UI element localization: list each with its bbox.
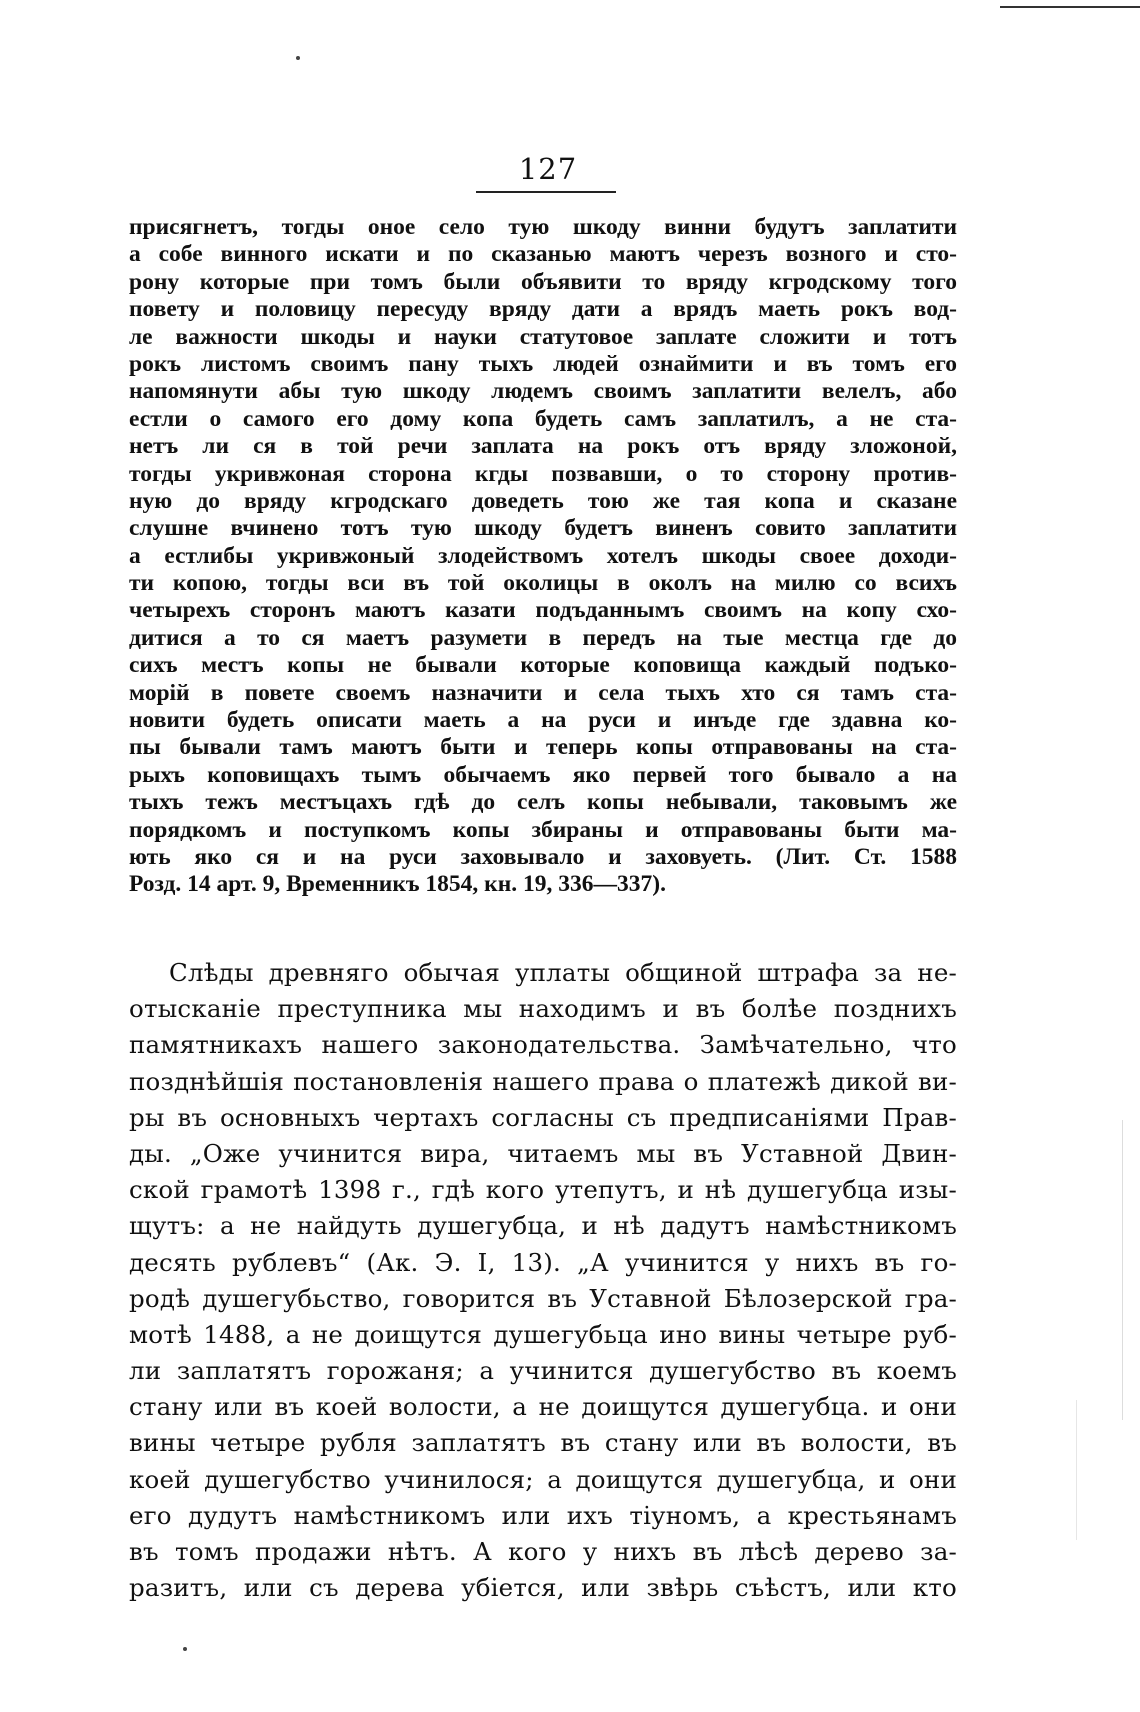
body-line: Слѣды древняго обычая уплаты общиной штрафа за не- — [169, 958, 957, 987]
quote-line: слушне вчинено тотъ тую шкоду будетъ виненъ совито заплатити — [129, 515, 957, 542]
quote-line: морій в повете своемъ назначити и села тыхъ хто ся тамъ ста- — [129, 679, 957, 706]
page-edge-shadow — [1122, 1120, 1123, 1420]
quote-line: порядкомъ и поступкомъ копы збираны и отправованы быти ма- — [129, 816, 957, 843]
top-edge-rule — [1000, 6, 1140, 8]
page-edge-shadow-lower — [1076, 1400, 1077, 1540]
quote-line: пы бывали тамъ маютъ быти и теперь копы отправованы на ста- — [129, 734, 957, 761]
quote-line: а собе винного искати и по сказанью маютъ черезъ возного и сто- — [129, 241, 957, 268]
quote-line: рону которые при томъ были объявити то вряду кгродскому того — [129, 268, 957, 295]
quote-line: Розд. 14 арт. 9, Временникъ 1854, кн. 19, 336—337). — [129, 871, 666, 898]
quote-line: ти копою, тогды вси въ той околицы в околъ на милю со всихъ — [129, 570, 957, 597]
body-line: щутъ: а не найдуть душегубца, и нѣ дадутъ намѣстникомъ — [129, 1211, 957, 1241]
body-line: ды. „Оже учинится вира, читаемъ мы въ Уставной Двин- — [129, 1138, 957, 1168]
body-line: позднѣйшія постановленія нашего права о платежѣ дикой ви- — [129, 1066, 957, 1096]
quoted-legal-text — [129, 214, 957, 899]
page-number: 127 — [518, 152, 578, 186]
quote-line: ють яко ся и на руси заховывало и заховуеть. (Лит. Ст. 1588 — [129, 843, 957, 870]
quote-line: рыхъ коповищахъ тымъ обычаемъ яко первей того бывало а на — [129, 761, 957, 788]
body-line: вины четыре рубля заплатятъ въ стану или въ волости, въ — [129, 1428, 957, 1458]
ink-speck — [183, 1647, 187, 1651]
body-line: памятникахъ нашего законодательства. Замѣчательно, что — [129, 1030, 957, 1060]
body-line: стану или въ коей волости, а не доищутся душегубца. и они — [129, 1392, 957, 1422]
quote-line: тогды укривжоная сторона кгды позвавши, о то сторону против- — [129, 460, 957, 487]
body-line: его дудутъ намѣстникомъ или ихъ тіуномъ, а крестьянамъ — [129, 1500, 957, 1530]
body-line: въ томъ продажи нѣтъ. А кого у нихъ въ лѣсѣ дерево за- — [129, 1537, 957, 1566]
page-number-rule — [476, 191, 616, 193]
body-line: разитъ, или съ дерева убіется, или звѣрь съѣстъ, или кто — [129, 1573, 957, 1603]
quote-line: ную до вряду кгродскаго доведеть тою же тая копа и сказане — [129, 487, 957, 514]
quote-line: рокъ листомъ своимъ пану тыхъ людей ознаймити и въ томъ его — [129, 350, 957, 377]
body-line: отысканіе преступника мы находимъ и въ болѣе позднихъ — [129, 994, 957, 1024]
quote-line: а естлибы укривжоный злодействомъ хотелъ шкоды своее доходи- — [129, 542, 957, 569]
quote-line: ле важности шкоды и науки статутовое заплате сложити и тотъ — [129, 323, 957, 350]
ink-speck — [296, 56, 300, 60]
body-paragraph — [129, 955, 957, 1606]
quote-line: четырехъ сторонъ маютъ казати подъданнымъ своимъ на копу схо- — [129, 597, 957, 624]
body-line: десять рублевъ“ (Ак. Э. I, 13). „А учинится у нихъ въ го- — [129, 1247, 957, 1277]
body-line: ли заплатятъ горожаня; а учинится душегубство въ коемъ — [129, 1356, 957, 1386]
body-line: ры въ основныхъ чертахъ согласны съ предписаніями Прав- — [129, 1102, 957, 1132]
quote-line: нетъ ли ся в той речи заплата на рокъ отъ вряду зложоной, — [129, 433, 957, 460]
quote-line: дитися а то ся маетъ разумети в передъ на тые местца где до — [129, 624, 957, 651]
body-line: мотѣ 1488, а не доищутся душегубьца ино вины четыре руб- — [129, 1319, 957, 1349]
quote-line: тыхъ тежъ местъцахъ гдѣ до селъ копы небывали, таковымъ же — [129, 789, 957, 816]
quote-line: естли о самого его дому копа будеть самъ заплатилъ, а не ста- — [129, 405, 957, 432]
quote-line: новити будеть описати маеть а на руси и инъде где здавна ко- — [129, 707, 957, 734]
quote-line: повету и половицу пересуду вряду дати а врядъ маеть рокъ вод- — [129, 296, 957, 323]
body-line: родѣ душегубьство, говорится въ Уставной Бѣлозерской гра- — [129, 1283, 957, 1313]
quote-line: напомянути абы тую шкоду людемъ своимъ заплатити велелъ, або — [129, 378, 957, 405]
quote-line: сихъ местъ копы не бывали которые коповища каждый подъко- — [129, 652, 957, 679]
body-line: коей душегубство учинилося; а доищутся душегубца, и они — [129, 1464, 957, 1494]
quote-line: присягнетъ, тогды оное село тую шкоду винни будутъ заплатити — [129, 214, 957, 240]
body-line: ской грамотѣ 1398 г., гдѣ кого утепутъ, и нѣ душегубца изы- — [129, 1175, 957, 1205]
